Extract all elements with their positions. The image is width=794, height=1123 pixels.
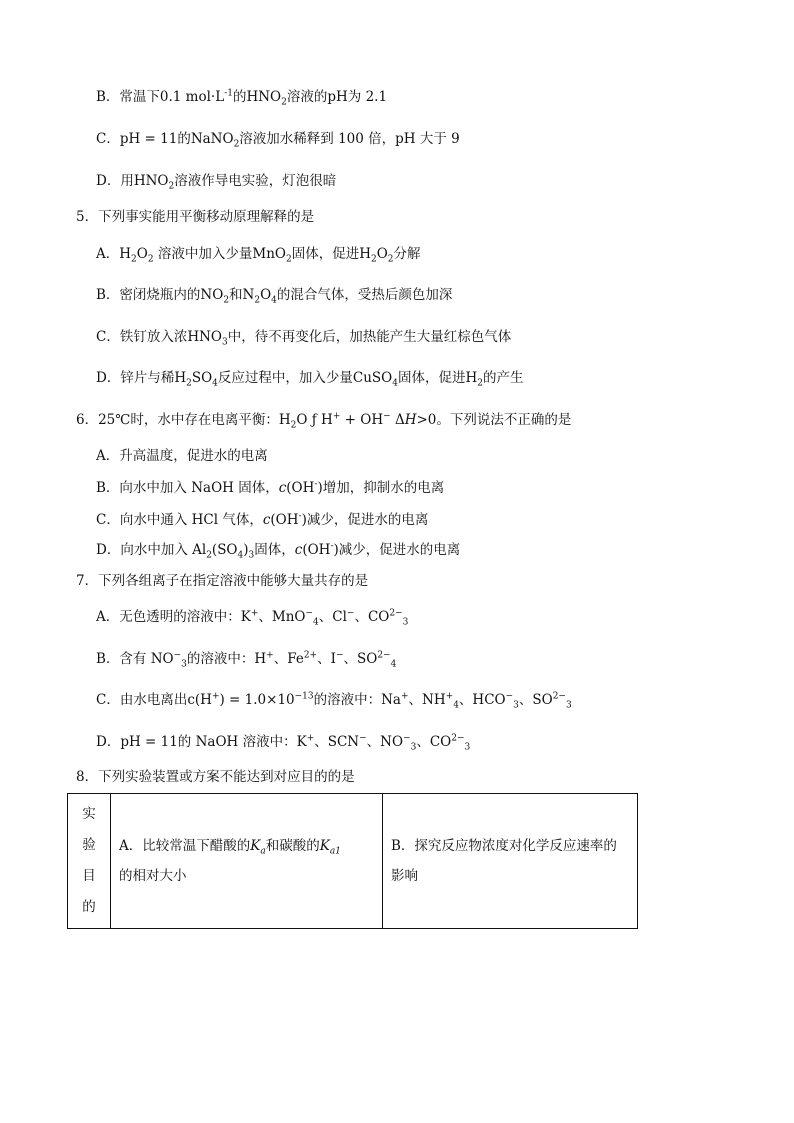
q7-option-a: A．无色透明的溶液中：K+、MnO−$_4$、Cl−、$CO^{2-}_3$ bbox=[96, 608, 409, 628]
q6-option-d: D．向水中加入 $Al_2(SO_4)_3$固体，c(OH-)减少，促进水的电离 bbox=[96, 541, 461, 561]
q6-option-c: C．向水中通入 HCl 气体，c(OH-)减少，促进水的电离 bbox=[96, 511, 429, 528]
q5-stem: 5．下列事实能用平衡移动原理解释的是 bbox=[76, 209, 315, 225]
q6-option-b: B．向水中加入 NaOH 固体，c(OH-)增加，抑制水的电离 bbox=[96, 479, 445, 496]
q6-stem: 6．25℃时，水中存在电离平衡：$H_2O$ ƒ H+ + OH− ΔH>0。下列说法不正确的是 bbox=[76, 411, 572, 431]
q5-option-d: D．锌片与稀$H_2SO_4$反应过程中，加入少量CuSO$_4$固体，促进$H_2$的产生 bbox=[96, 370, 524, 389]
experiment-table bbox=[67, 793, 638, 929]
q4-option-c: C．pH = 11的NaNO$_2$溶液加水稀释到 100 倍，pH 大于 9 bbox=[96, 131, 460, 150]
label-char: 的 bbox=[82, 899, 96, 915]
q6-option-a: A．升高温度，促进水的电离 bbox=[96, 448, 268, 464]
q7-stem: 7．下列各组离子在指定溶液中能够大量共存的是 bbox=[76, 573, 369, 589]
q8-option-b: B．探究反应物浓度对化学反应速率的影响 bbox=[383, 794, 638, 929]
q5-option-b: B．密闭烧瓶内的$NO_2$和$N_2O_4$的混合气体，受热后颜色加深 bbox=[96, 287, 453, 306]
q8-option-a: A．比较常温下醋酸的$K_a$和碳酸的$K_{a1}$ 的相对大小 bbox=[111, 794, 383, 929]
table-row bbox=[68, 794, 638, 929]
label-char: 实 bbox=[82, 806, 96, 822]
q5-option-c: C．铁钉放入浓$HNO_3$中，待不再变化后，加热能产生大量红棕色气体 bbox=[96, 329, 512, 348]
q4-option-b: B．常温下0.1 $mol\cdot L^{-1}$的$HNO_2$溶液的pH为 2.1 bbox=[96, 88, 388, 108]
q7-option-c: C．由水电离出$c(H^+) = 1.0\times 10^{-13}$的溶液中：Na+、$NH^+_4$、$HCO^-_3$、$SO^{2-}_3$ bbox=[96, 691, 572, 711]
label-char: 验 bbox=[82, 837, 96, 853]
q5-option-a: A．$H_2O_2$ 溶液中加入少量MnO$_2$固体，促进$H_2O_2$分解 bbox=[96, 246, 421, 265]
experiment-purpose-label bbox=[68, 794, 111, 929]
q8-stem: 8．下列实验装置或方案不能达到对应目的的是 bbox=[76, 769, 355, 785]
q4-option-d: D．用$HNO_2$溶液作导电实验，灯泡很暗 bbox=[96, 173, 337, 192]
q7-option-b: B．含有 $NO^-_3$的溶液中：H+、$Fe^{2+}$、I−、$SO^{2-}_4$ bbox=[96, 650, 397, 670]
label-char: 目 bbox=[82, 868, 96, 884]
q7-option-d: D．pH = 11的 NaOH 溶液中：K+、SCN−、$NO^-_3$、$CO^{2-}_3$ bbox=[96, 733, 471, 753]
